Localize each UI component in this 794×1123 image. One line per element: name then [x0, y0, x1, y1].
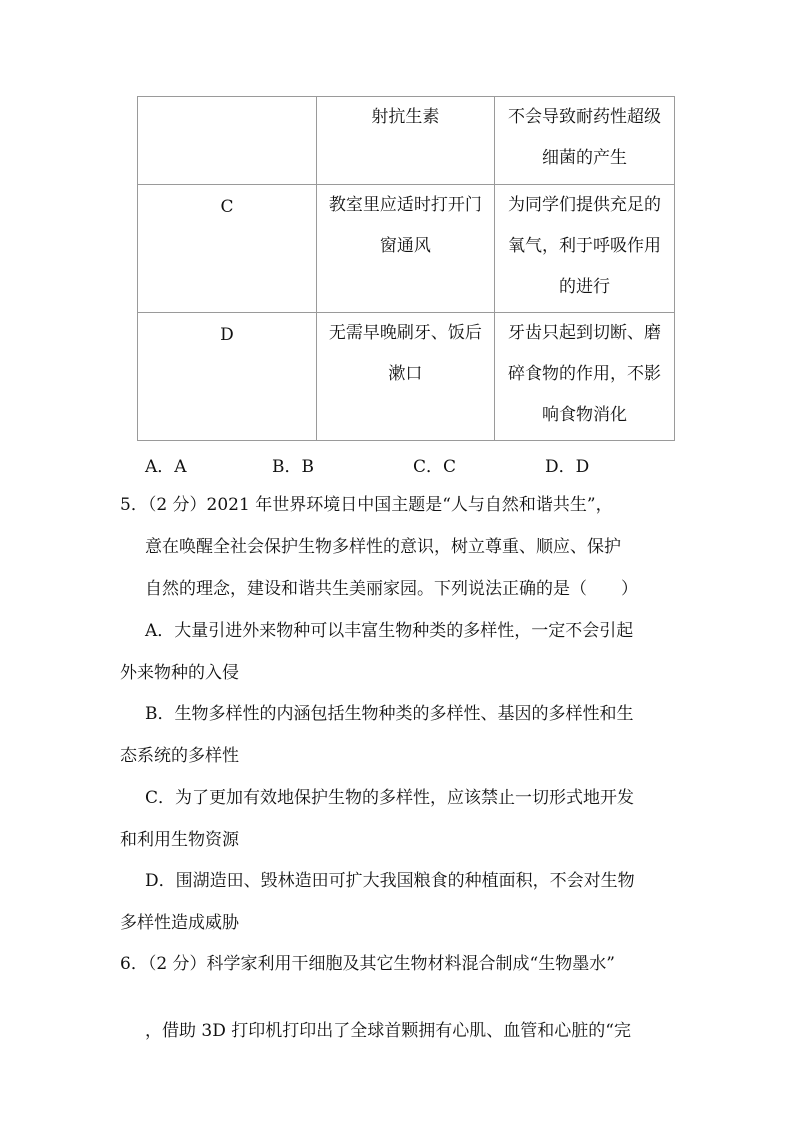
q5-option-d-cont: 多样性造成威胁	[120, 913, 239, 933]
q6-stem-line: ，借助 3D 打印机打印出了全球首颗拥有心肌、血管和心脏的“完	[145, 1021, 631, 1041]
q5-option-b: B．生物多样性的内涵包括生物种类的多样性、基因的多样性和生	[145, 704, 634, 724]
q5-option-c: C．为了更加有效地保护生物的多样性，应该禁止一切形式地开发	[145, 788, 635, 808]
cell-line: 不会导致耐药性超级	[507, 107, 661, 127]
cell-line: 无需早晚刷牙、饭后	[328, 323, 482, 343]
table-cell-reason	[494, 185, 674, 313]
table-cell-reason	[494, 97, 674, 185]
cell-line: 碎食物的作用，不影	[507, 364, 661, 384]
table-cell-measure	[316, 185, 494, 313]
option-c: C．C	[413, 457, 457, 477]
q5-option-a-cont: 外来物种的入侵	[120, 663, 239, 683]
table-row	[138, 97, 675, 185]
table-cell-measure	[316, 97, 494, 185]
table-cell-reason	[494, 313, 674, 441]
table-cell-option	[138, 97, 317, 185]
table-row	[138, 185, 675, 313]
q5-option-c-cont: 和利用生物资源	[120, 830, 239, 850]
option-b: B．B	[272, 457, 314, 477]
cell-line: 牙齿只起到切断、磨	[507, 323, 661, 343]
q5-stem-line: 意在唤醒全社会保护生物多样性的意识，树立尊重、顺应、保护	[145, 537, 621, 557]
q5-option-d: D．围湖造田、毁林造田可扩大我国粮食的种植面积，不会对生物	[145, 871, 635, 891]
cell-line: 的进行	[558, 277, 610, 297]
cell-line: 漱口	[388, 364, 423, 384]
cell-line: 细菌的产生	[541, 148, 627, 168]
table-cell-option: D	[138, 313, 317, 441]
cell-line: 窗通风	[379, 236, 431, 256]
answer-table	[137, 96, 675, 441]
cell-line: 为同学们提供充足的	[507, 195, 661, 215]
cell-line: 射抗生素	[371, 107, 440, 127]
q6-stem-line: 6．（2 分）科学家利用干细胞及其它生物材料混合制成“生物墨水”	[120, 954, 615, 974]
cell-line: 氧气，利于呼吸作用	[507, 236, 661, 256]
option-d: D．D	[545, 457, 590, 477]
table-cell-measure	[316, 313, 494, 441]
cell-line: 教室里应适时打开门	[328, 195, 482, 215]
q5-option-b-cont: 态系统的多样性	[120, 746, 239, 766]
cell-line: 响食物消化	[541, 405, 627, 425]
q5-stem-line: 自然的理念，建设和谐共生美丽家园。下列说法正确的是（ ）	[145, 579, 638, 599]
option-a: A．A	[145, 457, 187, 477]
table-cell-option: C	[138, 185, 317, 313]
q4-options	[145, 452, 705, 477]
table-row	[138, 313, 675, 441]
q5-option-a: A．大量引进外来物种可以丰富生物种类的多样性，一定不会引起	[145, 621, 634, 641]
q5-stem-line: 5．（2 分）2021 年世界环境日中国主题是“人与自然和谐共生”，	[120, 495, 613, 515]
